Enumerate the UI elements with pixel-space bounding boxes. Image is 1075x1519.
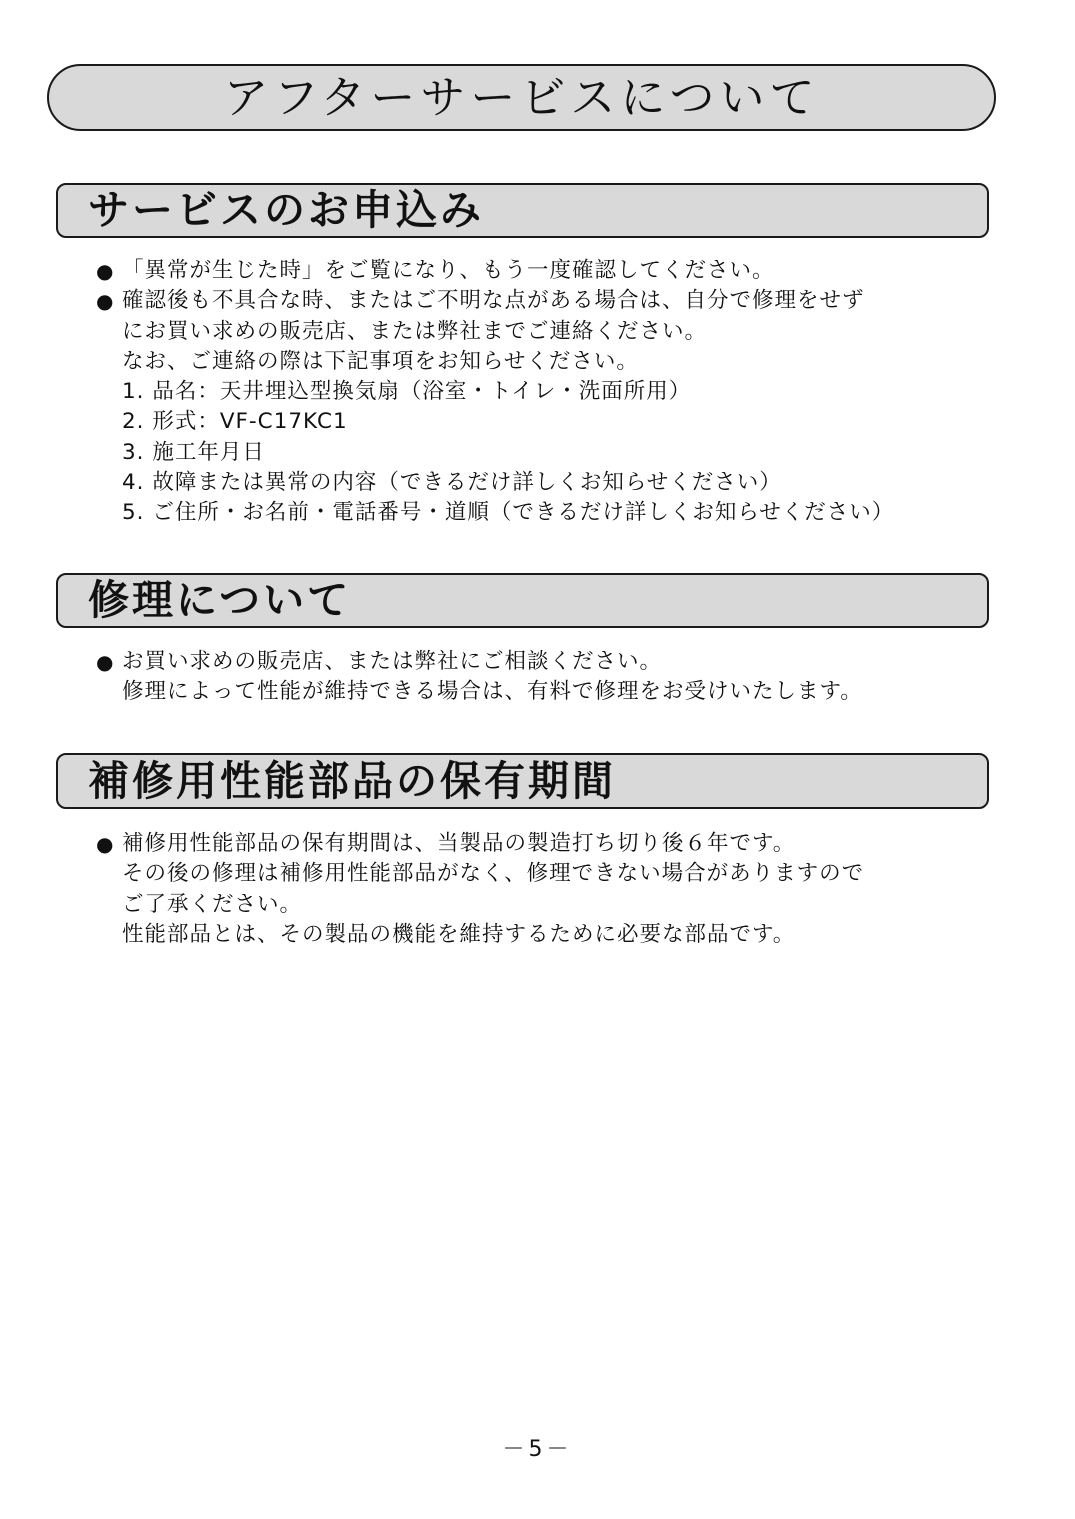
section-title-repair: 修理について — [88, 576, 352, 624]
section-title-service-request: サービスのお申込み — [88, 186, 484, 234]
page-title: アフターサービスについて — [223, 71, 820, 124]
parts-period-body — [96, 829, 976, 950]
list-item — [96, 286, 976, 316]
list-item — [96, 829, 976, 859]
section-header-parts-period — [56, 753, 989, 809]
repair-body — [96, 647, 976, 708]
bullet-text: 「異常が生じた時」をご覧になり、もう一度確認してください。 — [122, 258, 775, 283]
numbered-item: 4. 故障または異常の内容（できるだけ詳しくお知らせください） — [122, 470, 782, 496]
text-line: その後の修理は補修用性能部品がなく、修理できない場合がありますので — [122, 861, 865, 887]
text-line: にお買い求めの販売店、または弊社までご連絡ください。 — [122, 318, 708, 344]
list-item — [96, 647, 976, 677]
numbered-item: 2. 形式：VF-C17KC1 — [122, 409, 348, 435]
numbered-item: 5. ご住所・お名前・電話番号・道順（できるだけ詳しくお知らせください） — [122, 500, 895, 526]
bullet-text: 確認後も不具合な時、またはご不明な点がある場合は、自分で修理をせず — [122, 288, 865, 314]
section-title-parts-period: 補修用性能部品の保有期間 — [88, 756, 616, 805]
text-line: なお、ご連絡の際は下記事項をお知らせください。 — [122, 348, 639, 374]
section-header-repair — [56, 573, 989, 628]
text-line: ご了承ください。 — [122, 891, 303, 917]
text-line: 性能部品とは、その製品の機能を維持するために必要な部品です。 — [122, 921, 796, 947]
bullet-text: お買い求めの販売店、または弊社にご相談ください。 — [122, 649, 663, 674]
numbered-item: 1. 品名：天井埋込型換気扇（浴室・トイレ・洗面所用） — [122, 379, 692, 405]
bullet-text: 補修用性能部品の保有期間は、当製品の製造打ち切り後６年です。 — [122, 831, 796, 856]
list-item — [96, 256, 976, 286]
service-request-body — [96, 256, 976, 529]
bullet-icon: ● — [96, 832, 115, 856]
bullet-icon: ● — [96, 650, 115, 674]
text-line: 修理によって性能が維持できる場合は、有料で修理をお受けいたします。 — [122, 679, 863, 705]
numbered-item: 3. 施工年月日 — [122, 439, 265, 465]
bullet-icon: ● — [96, 289, 115, 314]
main-title-box — [47, 64, 996, 131]
bullet-icon: ● — [96, 259, 115, 283]
page-number: －5－ — [502, 1437, 573, 1462]
section-header-service-request — [56, 183, 989, 238]
